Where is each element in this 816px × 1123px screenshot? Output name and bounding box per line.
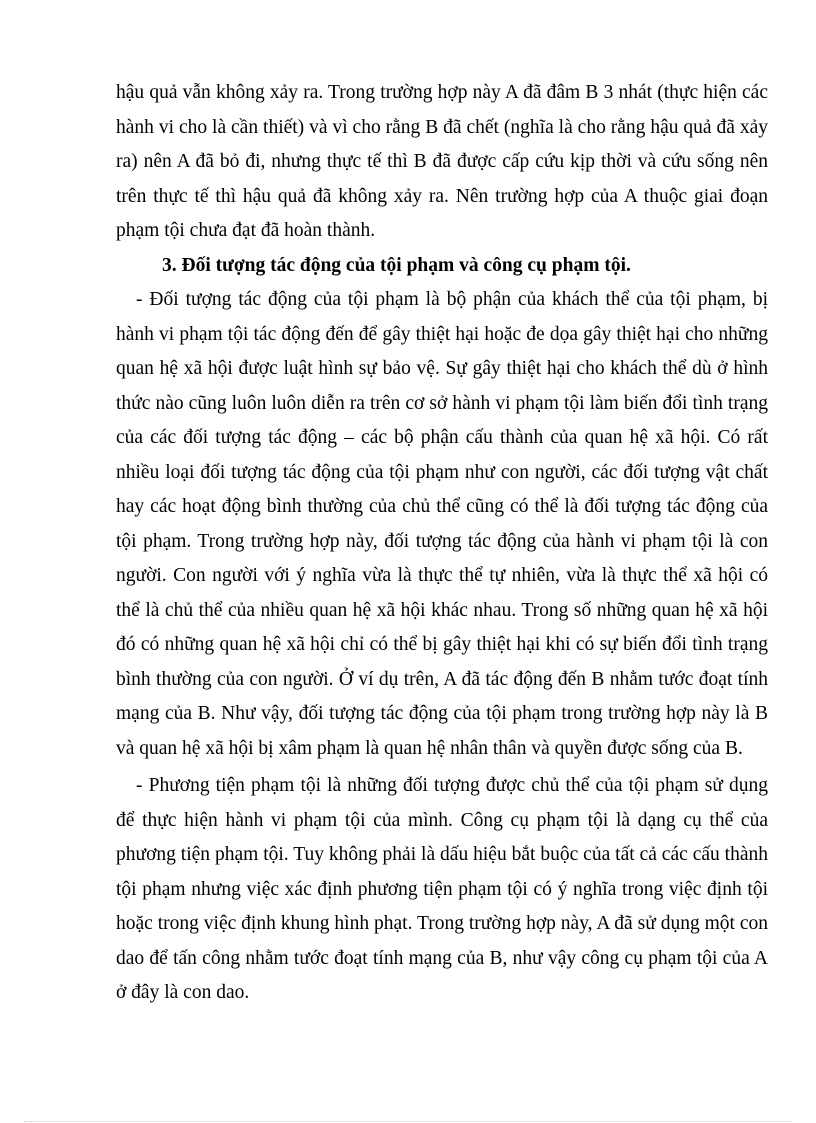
paragraph-object-of-crime: - Đối tượng tác động của tội phạm là bộ phận của khách thể của tội phạm, bị hành vi phạm tội tác động đến để gây thiệt hại hoặc đe dọa gây thiệt hại cho những quan hệ xã hội được luật hình sự bảo vệ. Sự gây thiệt hại cho khách thể dù ở hình thức nào cũng luôn luôn diễn ra trên cơ sở hành vi phạm tội làm biến đổi tình trạng của các đối tượng tác động – các bộ phận cấu thành của quan hệ xã hội. Có rất nhiều loại đối tượng tác động của tội phạm như con người, các đối tượng vật chất hay các hoạt động bình thường của chủ thể cũng có thể là đối tượng tác động của tội phạm. Trong trường hợp này, đối tượng tác động của hành vi phạm tội là con người. Con người với ý nghĩa vừa là thực thể tự nhiên, vừa là thực thể xã hội có thể là chủ thể của nhiều quan hệ xã hội khác nhau. Trong số những quan hệ xã hội đó có những quan hệ xã hội chỉ có thể bị gây thiệt hại khi có sự biến đổi tình trạng bình thường của con người. Ở ví dụ trên, A đã tác động đến B nhằm tước đoạt tính mạng của B. Như vậy, đối tượng tác động của tội phạm trong trường hợp này là B và quan hệ xã hội bị xâm phạm là quan hệ nhân thân và quyền được sống của B. bbox=[116, 289, 768, 759]
paragraph-means-of-crime: - Phương tiện phạm tội là những đối tượng được chủ thể của tội phạm sử dụng để thực hiện hành vi phạm tội của mình. Công cụ phạm tội là dạng cụ thể của phương tiện phạm tội. Tuy không phải là dấu hiệu bắt buộc của tất cả các cấu thành tội phạm nhưng việc xác định phương tiện phạm tội có ý nghĩa trong việc định tội hoặc trong việc định khung hình phạt. Trong trường hợp này, A đã sử dụng một con dao để tấn công nhằm tước đoạt tính mạng của B, như vậy công cụ phạm tội của A ở đây là con dao. bbox=[116, 775, 768, 1003]
continuation-paragraph: hậu quả vẫn không xảy ra. Trong trường hợp này A đã đâm B 3 nhát (thực hiện các hành vi cho là cần thiết) và vì cho rằng B đã chết (nghĩa là cho rằng hậu quả đã xảy ra) nên A đã bỏ đi, nhưng thực tế thì B đã được cấp cứu kịp thời và cứu sống nên trên thực tế thì hậu quả đã không xảy ra. Nên trường hợp của A thuộc giai đoạn phạm tội chưa đạt đã hoàn thành. bbox=[116, 82, 768, 241]
document-body bbox=[116, 76, 768, 1011]
page-bottom-divider bbox=[24, 1121, 792, 1122]
section-heading: 3. Đối tượng tác động của tội phạm và công cụ phạm tội. bbox=[162, 254, 631, 276]
